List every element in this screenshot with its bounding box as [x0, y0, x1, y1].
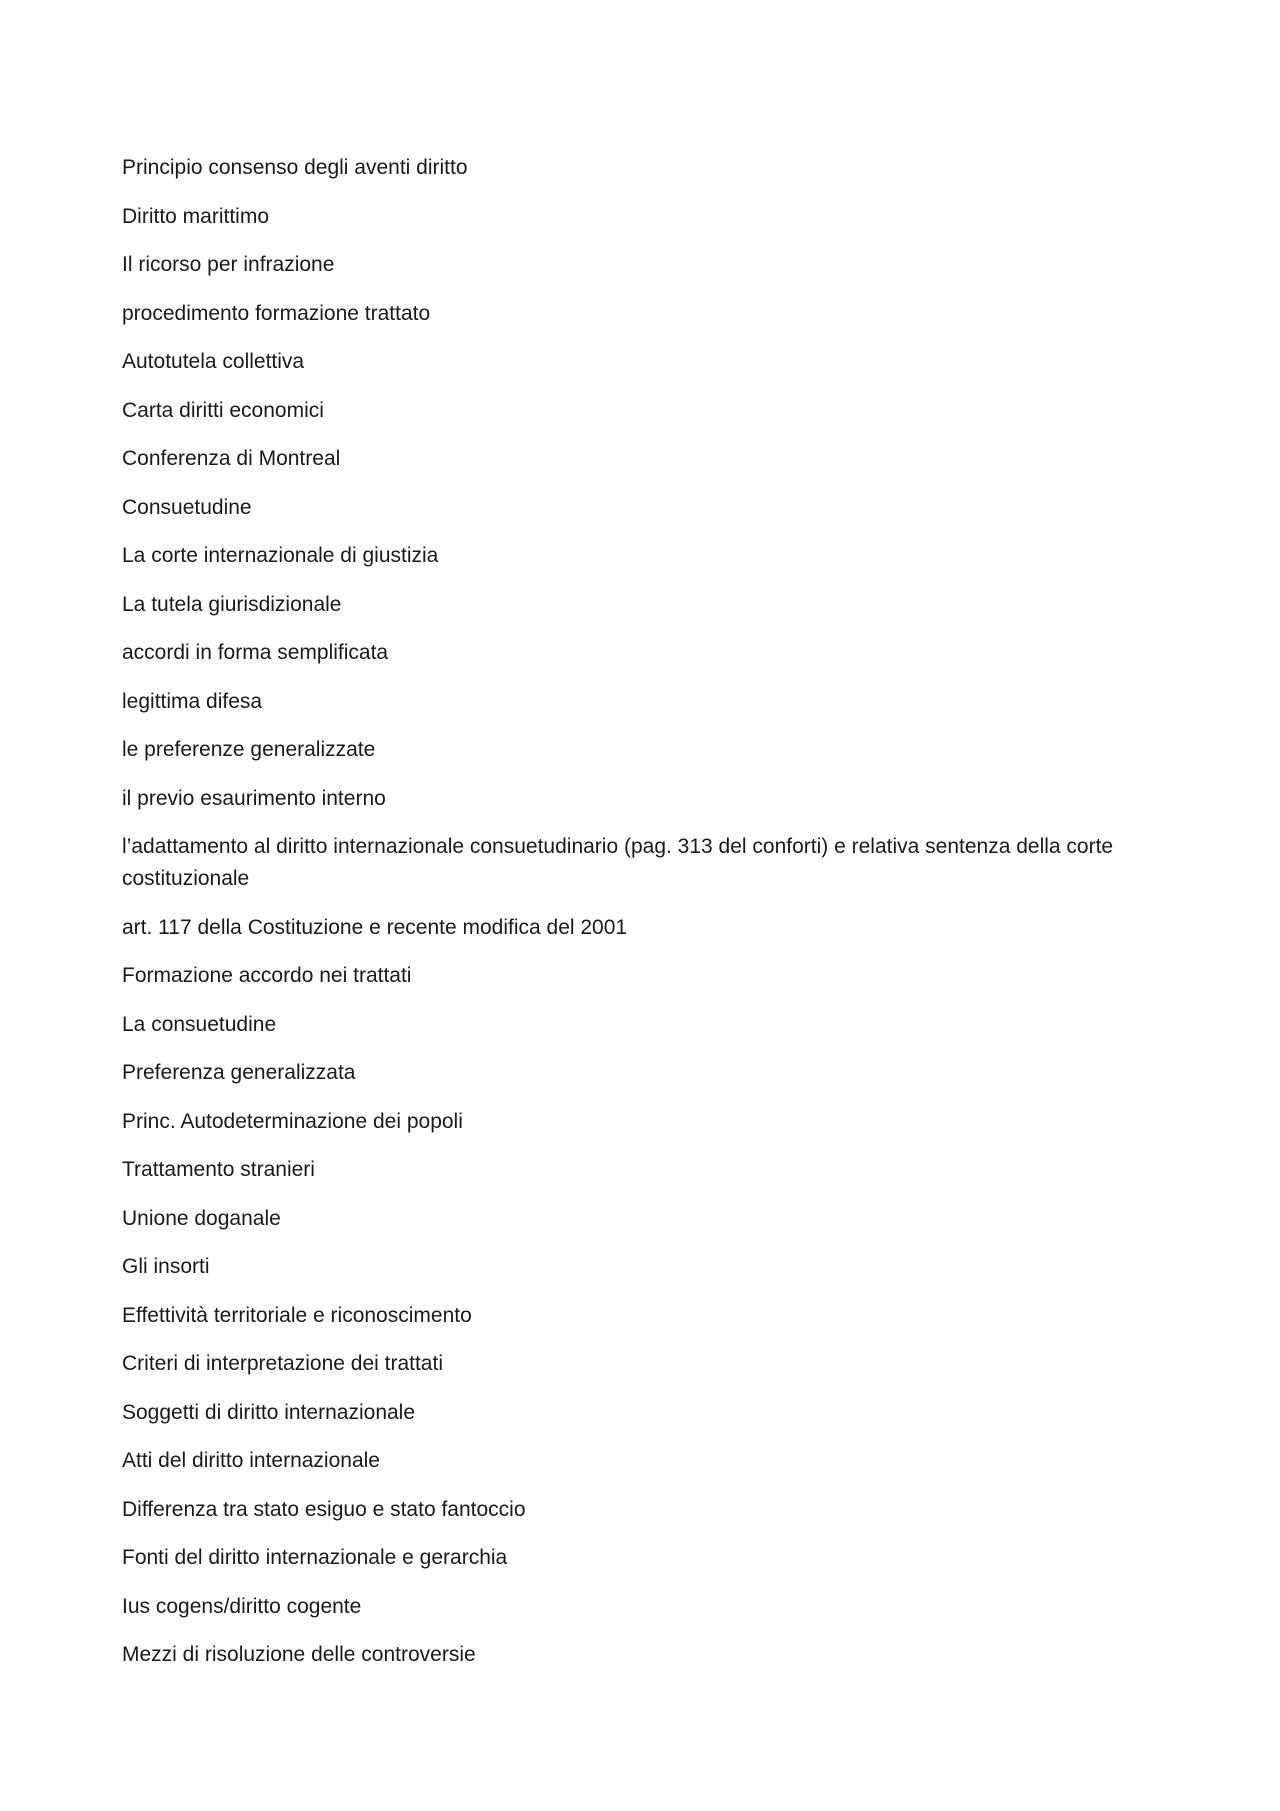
topic-item: Trattamento stranieri — [122, 1158, 315, 1181]
topic-item: accordi in forma semplificata — [122, 641, 389, 664]
topic-item: Fonti del diritto internazionale e gerarchia — [122, 1546, 508, 1569]
topic-item: Autotutela collettiva — [122, 350, 305, 373]
topic-item: Mezzi di risoluzione delle controversie — [122, 1643, 476, 1666]
topic-item: Conferenza di Montreal — [122, 447, 341, 470]
topic-item: Soggetti di diritto internazionale — [122, 1400, 416, 1424]
topic-list — [122, 152, 1162, 1688]
topic-item: legittima difesa — [122, 689, 263, 713]
topic-item: Principio consenso degli aventi diritto — [122, 156, 468, 179]
topic-item: Formazione accordo nei trattati — [122, 964, 412, 987]
topic-item: Carta diritti economici — [122, 398, 324, 422]
topic-item: le preferenze generalizzate — [122, 738, 376, 761]
topic-item: La tutela giurisdizionale — [122, 592, 342, 616]
topic-item: La corte internazionale di giustizia — [122, 544, 439, 567]
topic-item: l’adattamento al diritto internazionale consuetudinario (pag. 313 del conforti) e relativa sentenza della corte costituzionale — [122, 835, 1114, 890]
topic-item: procedimento formazione trattato — [122, 301, 431, 325]
topic-item: Unione doganale — [122, 1206, 281, 1230]
topic-item: Consuetudine — [122, 495, 252, 519]
topic-item: il previo esaurimento interno — [122, 786, 386, 810]
topic-item: Il ricorso per infrazione — [122, 253, 335, 276]
topic-item: art. 117 della Costituzione e recente modifica del 2001 — [122, 915, 628, 939]
topic-item: Ius cogens/diritto cogente — [122, 1594, 362, 1618]
topic-item: Gli insorti — [122, 1255, 210, 1278]
topic-item: La consuetudine — [122, 1012, 277, 1036]
topic-item: Atti del diritto internazionale — [122, 1449, 380, 1472]
topic-item: Criteri di interpretazione dei trattati — [122, 1352, 443, 1375]
topic-item: Effettività territoriale e riconoscimento — [122, 1303, 472, 1327]
topic-item: Preferenza generalizzata — [122, 1061, 356, 1084]
topic-item: Differenza tra stato esiguo e stato fantoccio — [122, 1497, 526, 1521]
topic-item: Princ. Autodeterminazione dei popoli — [122, 1109, 463, 1133]
topic-item: Diritto marittimo — [122, 204, 270, 228]
